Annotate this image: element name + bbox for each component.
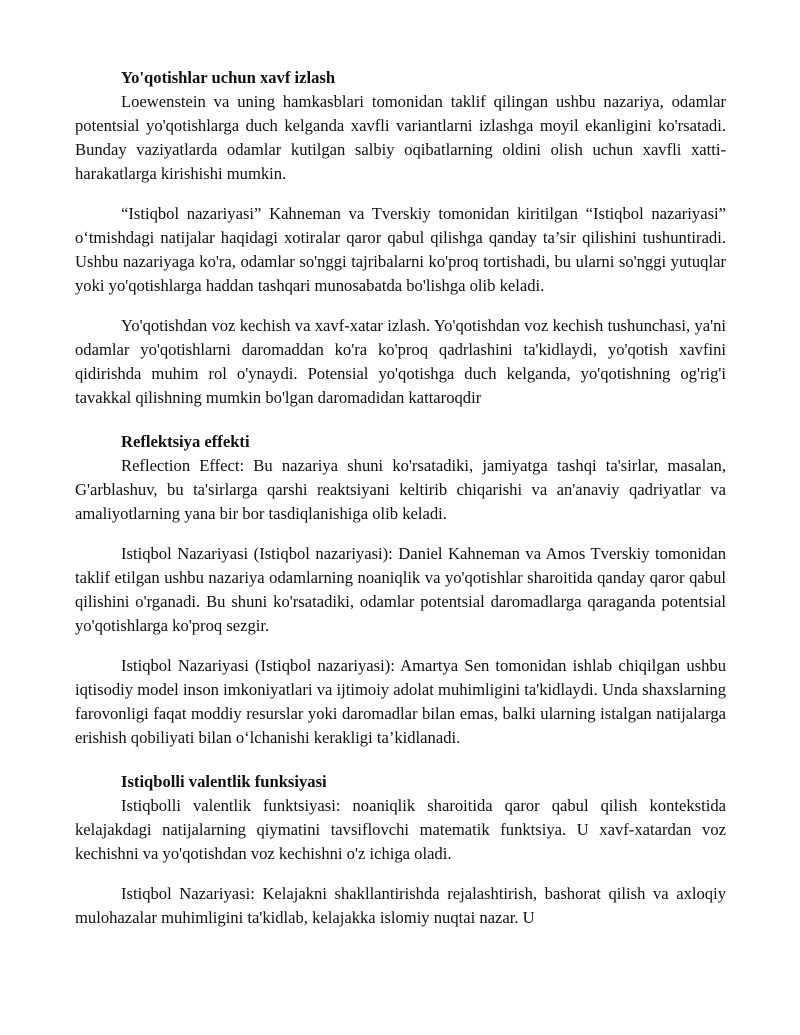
section-heading-reflection-effect: Reflektsiya effekti bbox=[121, 432, 250, 451]
paragraph-valence-function: Istiqbolli valentlik funktsiyasi: noaniqlik sharoitida qaror qabul qilish kontekstida kelajakdagi natijalarning qiymatini tavsiflovchi matematik funktsiya. U xavf-xatardan voz kechishni va yo'qotishdan voz kechishni o'z ichiga oladi. bbox=[75, 796, 726, 863]
paragraph-loewenstein: Loewenstein va uning hamkasblari tomonidan taklif qilingan ushbu nazariya, odamlar potentsial yo'qotishlarga duch kelganda xavfli variantlarni izlashga moyil ekanligini ko'rsatadi. Bunday vaziyatlarda odamlar kutilgan salbiy oqibatlarning oldini olish uchun xavfli xatti-harakatlarga kirishishi mumkin. bbox=[75, 92, 726, 183]
paragraph-prospect-theory-memory: “Istiqbol nazariyasi” Kahneman va Tverskiy tomonidan kiritilgan “Istiqbol nazariyasi” o‘tmishdagi natijalar haqidagi xotiralar qaror qabul qilishga qanday ta’sir qilishini tushuntiradi. Ushbu nazariyaga ko'ra, odamlar so'nggi tajribalarni ko'proq tortishadi, bu ularni so'nggi yutuqlar yoki yo'qotishlarga haddan tashqari munosabatda bo'lishga olib keladi. bbox=[75, 204, 726, 295]
document-page bbox=[75, 66, 726, 930]
paragraph-loss-aversion: Yo'qotishdan voz kechish va xavf-xatar izlash. Yo'qotishdan voz kechish tushunchasi, ya'ni odamlar yo'qotishlarni daromaddan ko'ra ko'proq qadrlashini ta'kidlaydi, yo'qotish xavfini qidirishda muhim rol o'ynaydi. Potensial yo'qotishga duch kelganda, yo'qotishning og'rig'i tavakkal qilishning mumkin bo'lgan daromadidan kattaroqdir bbox=[75, 316, 726, 407]
paragraph-islamic-perspective: Istiqbol Nazariyasi: Kelajakni shakllantirishda rejalashtirish, bashorat qilish va axloqiy mulohazalar muhimligini ta'kidlab, kelajakka islomiy nuqtai nazar. U bbox=[75, 884, 726, 927]
section-heading-risk-seeking: Yo'qotishlar uchun xavf izlash bbox=[121, 68, 336, 87]
paragraph-amartya-sen: Istiqbol Nazariyasi (Istiqbol nazariyasi): Amartya Sen tomonidan ishlab chiqilgan ushbu iqtisodiy model inson imkoniyatlari va ijtimoiy adolat muhimligini ta'kidlaydi. Unda shaxslarning farovonligi faqat moddiy resurslar yoki daromadlar bilan emas, balki ularning istalgan natijalarga erishish qobiliyati bilan o‘lchanishi kerakligi ta’kidlanadi. bbox=[75, 656, 726, 747]
section-heading-valence-function: Istiqbolli valentlik funksiyasi bbox=[121, 772, 327, 791]
paragraph-kahneman-tversky: Istiqbol Nazariyasi (Istiqbol nazariyasi): Daniel Kahneman va Amos Tverskiy tomonidan taklif etilgan ushbu nazariya odamlarning noaniqlik va yo'qotishlar sharoitida qanday qaror qabul qilishini o'rganadi. Bu shuni ko'rsatadiki, odamlar potentsial daromadlarga qaraganda potentsial yo'qotishlarga ko'proq sezgir. bbox=[75, 544, 726, 635]
paragraph-reflection-effect: Reflection Effect: Bu nazariya shuni ko'rsatadiki, jamiyatga tashqi ta'sirlar, masalan, G'arblashuv, bu ta'sirlarga qarshi reaktsiyani keltirib chiqarishi va an'anaviy qadriyatlar va amaliyotlarning yana bir bor tasdiqlanishiga olib keladi. bbox=[75, 456, 726, 523]
